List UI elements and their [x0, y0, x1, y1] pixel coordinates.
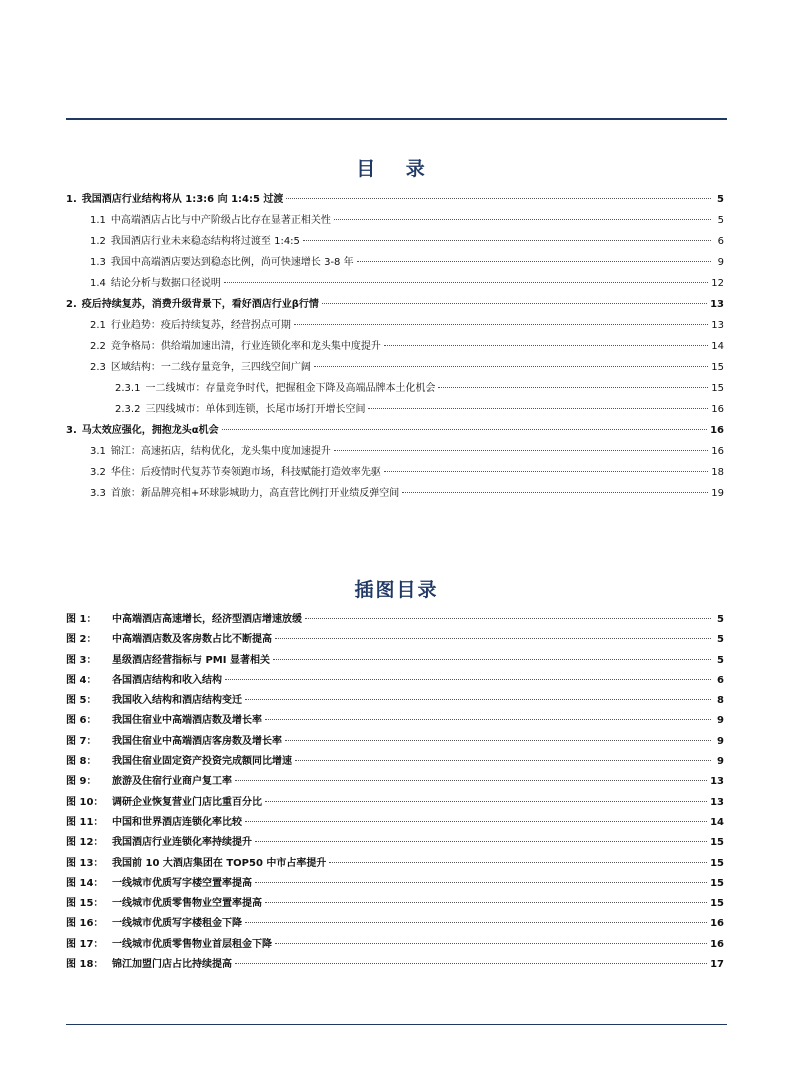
- entry-number: 3.1: [90, 446, 106, 457]
- entry-title: 一线城市优质零售物业空置率提高: [112, 898, 262, 910]
- entry-label: [66, 935, 272, 955]
- figure-entry[interactable]: [66, 894, 724, 914]
- figure-entry[interactable]: [66, 935, 724, 955]
- footer-rule: [66, 1024, 727, 1025]
- entry-label: [115, 378, 435, 399]
- figure-entry[interactable]: [66, 671, 724, 691]
- entry-number: 1.: [66, 194, 77, 205]
- entry-title: 我国住宿业固定资产投资完成额同比增速: [112, 756, 292, 768]
- entry-title: 一二线城市：存量竞争时代，把握租金下降及高端品牌本土化机会: [145, 383, 436, 394]
- entry-number: 3.2: [90, 467, 106, 478]
- page-number: 5: [717, 215, 724, 226]
- entry-number: 图 12：: [66, 837, 104, 849]
- entry-label: [66, 671, 222, 691]
- toc-list: [66, 189, 724, 504]
- entry-number: 图 13：: [66, 857, 104, 869]
- entry-number: 1.4: [90, 278, 106, 289]
- entry-number: 图 16：: [66, 918, 104, 930]
- figure-entry[interactable]: [66, 772, 724, 792]
- page-number: 9: [717, 756, 724, 768]
- dot-leader: [402, 492, 708, 493]
- figure-entry[interactable]: [66, 793, 724, 813]
- entry-label: [90, 315, 291, 336]
- toc-entry[interactable]: [66, 294, 724, 315]
- dot-leader: [294, 324, 708, 325]
- page-number: 13: [711, 320, 724, 331]
- entry-number: 3.3: [90, 488, 106, 499]
- page-number: 18: [711, 467, 724, 478]
- page-number: 15: [710, 898, 724, 910]
- entry-title: 首旅：新品牌亮相+环球影城助力，高直营比例打开业绩反弹空间: [110, 488, 400, 499]
- entry-label: [66, 189, 283, 210]
- toc-entry[interactable]: [66, 315, 724, 336]
- figure-entry[interactable]: [66, 854, 724, 874]
- entry-label: [66, 752, 292, 772]
- entry-title: 我国前 10 大酒店集团在 TOP50 中市占率提升: [112, 857, 327, 869]
- page-number: 16: [711, 446, 724, 457]
- entry-number: 图 3：: [66, 654, 97, 666]
- entry-title: 中国和世界酒店连锁化率比较: [112, 816, 242, 828]
- entry-label: [66, 833, 252, 853]
- dot-leader: [224, 282, 708, 283]
- entry-number: 图 1：: [66, 614, 97, 625]
- entry-number: 图 15：: [66, 898, 104, 910]
- toc-entry[interactable]: [66, 441, 724, 462]
- figure-entry[interactable]: [66, 955, 724, 975]
- dot-leader: [286, 198, 711, 199]
- toc-entry[interactable]: [66, 252, 724, 273]
- dot-leader: [334, 450, 708, 451]
- entry-number: 1.2: [90, 236, 106, 247]
- entry-label: [66, 610, 302, 630]
- entry-title: 我国酒店行业结构将从 1:3:6 向 1:4:5 过渡: [81, 194, 284, 205]
- entry-title: 中高端酒店数及客房数占比不断提高: [112, 634, 272, 646]
- entry-title: 锦江：高速拓店，结构优化，龙头集中度加速提升: [110, 446, 331, 457]
- toc-entry[interactable]: [66, 336, 724, 357]
- dot-leader: [357, 261, 711, 262]
- entry-label: [90, 273, 221, 294]
- page-number: 16: [710, 425, 724, 436]
- page-number: 12: [711, 278, 724, 289]
- dot-leader: [245, 922, 707, 923]
- dot-leader: [368, 408, 708, 409]
- page-number: 17: [710, 959, 724, 971]
- toc-entry[interactable]: [66, 399, 724, 420]
- entry-title: 我国收入结构和酒店结构变迁: [112, 695, 242, 707]
- entry-number: 图 6：: [66, 715, 97, 727]
- entry-label: [66, 420, 219, 441]
- dot-leader: [305, 618, 711, 619]
- dot-leader: [245, 821, 707, 822]
- page-number: 15: [711, 383, 724, 394]
- entry-title: 一线城市优质零售物业首层租金下降: [112, 938, 272, 950]
- dot-leader: [285, 740, 711, 741]
- entry-number: 图 18：: [66, 959, 104, 971]
- entry-title: 中高端酒店高速增长，经济型酒店增速放缓: [112, 614, 302, 625]
- figure-entry[interactable]: [66, 610, 724, 630]
- dot-leader: [235, 963, 707, 964]
- entry-title: 行业趋势：疫后持续复苏，经营拐点可期: [110, 320, 291, 331]
- entry-title: 调研企业恢复营业门店比重百分比: [112, 796, 262, 808]
- figure-entry[interactable]: [66, 874, 724, 894]
- page-number: 5: [717, 654, 724, 666]
- entry-title: 结论分析与数据口径说明: [110, 278, 221, 289]
- page-number: 14: [711, 341, 724, 352]
- entry-label: [66, 793, 262, 813]
- toc-entry[interactable]: [66, 273, 724, 294]
- entry-label: [66, 691, 242, 711]
- entry-title: 锦江加盟门店占比持续提高: [112, 959, 232, 971]
- figure-index-title: 插图目录: [354, 579, 439, 601]
- entry-number: 1.3: [90, 257, 106, 268]
- entry-label: [90, 441, 331, 462]
- entry-number: 图 11：: [66, 816, 104, 828]
- entry-title: 三四线城市：单体到连锁，长尾市场打开增长空间: [145, 404, 366, 415]
- toc-entry[interactable]: [66, 420, 724, 441]
- entry-label: [90, 252, 354, 273]
- entry-label: [66, 854, 326, 874]
- entry-label: [66, 732, 282, 752]
- dot-leader: [295, 760, 711, 761]
- entry-title: 旅游及住宿行业商户复工率: [112, 776, 232, 788]
- entry-number: 3.: [66, 425, 77, 436]
- dot-leader: [265, 902, 707, 903]
- page-number: 13: [710, 796, 724, 808]
- entry-label: [66, 914, 242, 934]
- dot-leader: [255, 841, 707, 842]
- page-number: 8: [717, 695, 724, 707]
- entry-title: 区域结构：一二线存量竞争，三四线空间广阔: [110, 362, 311, 373]
- entry-label: [90, 231, 300, 252]
- page-number: 19: [711, 488, 724, 499]
- header-rule: [66, 118, 727, 120]
- page-number: 9: [717, 715, 724, 727]
- entry-title: 竞争格局：供给端加速出清，行业连锁化率和龙头集中度提升: [110, 341, 381, 352]
- entry-label: [66, 874, 252, 894]
- entry-label: [66, 894, 262, 914]
- entry-number: 1.1: [90, 215, 106, 226]
- toc-entry[interactable]: [66, 462, 724, 483]
- figure-entry[interactable]: [66, 752, 724, 772]
- figure-entry[interactable]: [66, 651, 724, 671]
- dot-leader: [273, 659, 711, 660]
- dot-leader: [384, 345, 708, 346]
- entry-title: 中高端酒店占比与中产阶级占比存在显著正相关性: [110, 215, 331, 226]
- dot-leader: [275, 943, 707, 944]
- entry-number: 2.3: [90, 362, 106, 373]
- page-number: 6: [717, 236, 724, 247]
- page-number: 15: [711, 362, 724, 373]
- entry-label: [115, 399, 365, 420]
- toc-entry[interactable]: [66, 210, 724, 231]
- dot-leader: [384, 471, 708, 472]
- entry-number: 图 7：: [66, 735, 97, 747]
- entry-number: 图 2：: [66, 634, 97, 646]
- entry-title: 我国酒店行业未来稳态结构将过渡至 1:4:5: [110, 236, 300, 247]
- toc-entry[interactable]: [66, 357, 724, 378]
- entry-number: 图 5：: [66, 695, 97, 707]
- toc-entry[interactable]: [66, 189, 724, 210]
- page-number: 9: [717, 735, 724, 747]
- page-number: 13: [710, 776, 724, 788]
- entry-title: 疫后持续复苏，消费升级背景下，看好酒店行业β行情: [81, 299, 319, 310]
- page-number: 5: [717, 634, 724, 646]
- figure-entry[interactable]: [66, 813, 724, 833]
- dot-leader: [303, 240, 711, 241]
- entry-number: 2.3.1: [115, 383, 141, 394]
- entry-title: 一线城市优质写字楼空置率提高: [112, 877, 252, 889]
- entry-label: [66, 294, 319, 315]
- entry-number: 图 17：: [66, 938, 104, 950]
- entry-label: [66, 711, 262, 731]
- dot-leader: [235, 780, 707, 781]
- figure-entry[interactable]: [66, 833, 724, 853]
- entry-label: [66, 813, 242, 833]
- figure-entry[interactable]: [66, 691, 724, 711]
- entry-number: 图 14：: [66, 877, 104, 889]
- dot-leader: [225, 679, 711, 680]
- toc-title: 目 录: [356, 158, 437, 180]
- entry-title: 星级酒店经营指标与 PMI 显著相关: [112, 654, 270, 666]
- page-number: 6: [717, 674, 724, 686]
- dot-leader: [334, 219, 711, 220]
- page-number: 5: [717, 194, 724, 205]
- toc-entry[interactable]: [66, 231, 724, 252]
- page-number: 15: [710, 877, 724, 889]
- entry-number: 2.: [66, 299, 77, 310]
- entry-number: 图 9：: [66, 776, 97, 788]
- figure-entry[interactable]: [66, 711, 724, 731]
- entry-number: 图 4：: [66, 674, 97, 686]
- page-number: 16: [710, 938, 724, 950]
- figure-entry[interactable]: [66, 914, 724, 934]
- entry-label: [90, 483, 399, 504]
- dot-leader: [438, 387, 708, 388]
- entry-label: [66, 630, 272, 650]
- page-number: 5: [717, 614, 724, 625]
- figure-entry[interactable]: [66, 630, 724, 650]
- page-number: 15: [710, 857, 724, 869]
- page-number: 13: [710, 299, 724, 310]
- dot-leader: [322, 303, 707, 304]
- entry-number: 图 8：: [66, 756, 97, 768]
- entry-number: 2.3.2: [115, 404, 141, 415]
- toc-entry[interactable]: [66, 483, 724, 504]
- dot-leader: [222, 429, 707, 430]
- page-number: 15: [710, 837, 724, 849]
- entry-title: 我国中高端酒店要达到稳态比例，尚可快速增长 3-8 年: [110, 257, 354, 268]
- entry-label: [66, 651, 270, 671]
- dot-leader: [275, 638, 711, 639]
- entry-label: [66, 955, 232, 975]
- entry-title: 各国酒店结构和收入结构: [112, 674, 222, 686]
- page-number: 14: [710, 816, 724, 828]
- dot-leader: [265, 801, 707, 802]
- entry-number: 2.2: [90, 341, 106, 352]
- figure-entry[interactable]: [66, 732, 724, 752]
- entry-label: [90, 336, 381, 357]
- dot-leader: [329, 862, 707, 863]
- entry-title: 一线城市优质写字楼租金下降: [112, 918, 242, 930]
- entry-title: 华住：后疫情时代复苏节奏领跑市场，科技赋能打造效率先驱: [110, 467, 381, 478]
- page-number: 9: [717, 257, 724, 268]
- entry-title: 我国住宿业中高端酒店客房数及增长率: [112, 735, 282, 747]
- page-number: 16: [711, 404, 724, 415]
- entry-label: [66, 772, 232, 792]
- entry-label: [90, 210, 331, 231]
- dot-leader: [255, 882, 707, 883]
- entry-title: 我国住宿业中高端酒店数及增长率: [112, 715, 262, 727]
- dot-leader: [245, 699, 711, 700]
- entry-number: 2.1: [90, 320, 106, 331]
- entry-title: 马太效应强化，拥抱龙头α机会: [81, 425, 219, 436]
- page-number: 16: [710, 918, 724, 930]
- toc-entry[interactable]: [66, 378, 724, 399]
- entry-label: [90, 357, 311, 378]
- entry-title: 我国酒店行业连锁化率持续提升: [112, 837, 252, 849]
- figure-index-list: [66, 610, 724, 975]
- entry-label: [90, 462, 381, 483]
- entry-number: 图 10：: [66, 796, 104, 808]
- dot-leader: [314, 366, 708, 367]
- dot-leader: [265, 719, 711, 720]
